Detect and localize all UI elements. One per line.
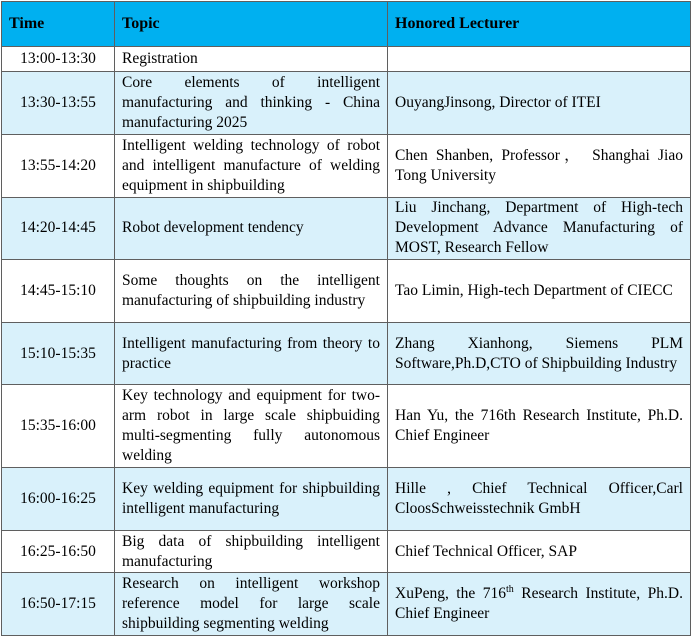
row-topic: Key welding equipment for shipbuilding intelligent manufacturing	[115, 468, 388, 531]
row-time: 16:25-16:50	[2, 530, 115, 572]
row-time: 15:10-15:35	[2, 322, 115, 385]
header-lecturer: Honored Lecturer	[388, 2, 691, 47]
row-topic: Research on intelligent workshop reference model for large scale shipbuilding segmenting welding	[115, 573, 388, 636]
row-lecturer: Hille , Chief Technical Officer,Carl CloosSchweisstechnik GmbH	[388, 468, 691, 531]
ordinal-suffix: th	[505, 583, 514, 595]
table-row	[2, 322, 691, 385]
table-row	[2, 530, 691, 572]
header-topic: Topic	[115, 2, 388, 47]
header-time: Time	[2, 2, 115, 47]
row-topic: Registration	[115, 47, 388, 72]
lecturer-text: XuPeng, the 716	[395, 585, 506, 603]
header-row	[2, 2, 691, 47]
row-topic: Intelligent welding technology of robot and intelligent manufacture of welding equipment in shipbuilding	[115, 134, 388, 197]
row-time: 13:55-14:20	[2, 134, 115, 197]
row-lecturer: OuyangJinsong, Director of ITEI	[388, 72, 691, 135]
row-topic: Intelligent manufacturing from theory to practice	[115, 322, 388, 385]
row-topic: Core elements of intelligent manufacturing and thinking - China manufacturing 2025	[115, 72, 388, 135]
row-lecturer: Tao Limin, High-tech Department of CIECC	[388, 260, 691, 323]
row-topic: Robot development tendency	[115, 197, 388, 260]
table-row	[2, 468, 691, 531]
row-lecturer	[388, 573, 691, 636]
lecturer-text: Research Institute, Ph.D. Chief Engineer	[395, 585, 683, 623]
row-lecturer: Han Yu, the 716th Research Institute, Ph.D. Chief Engineer	[388, 385, 691, 468]
table-row	[2, 573, 691, 636]
row-topic: Key technology and equipment for two-arm robot in large scale shipbuiding multi-segmenting fully autonomous welding	[115, 385, 388, 468]
table-row	[2, 134, 691, 197]
row-topic: Some thoughts on the intelligent manufacturing of shipbuilding industry	[115, 260, 388, 323]
table-row	[2, 47, 691, 72]
table-row	[2, 260, 691, 323]
row-lecturer: Chief Technical Officer, SAP	[388, 530, 691, 572]
row-lecturer: Chen Shanben, Professor， Shanghai Jiao Tong University	[388, 134, 691, 197]
row-time: 16:00-16:25	[2, 468, 115, 531]
table-row	[2, 197, 691, 260]
row-lecturer: Liu Jinchang, Department of High-tech Development Advance Manufacturing of MOST, Research Fellow	[388, 197, 691, 260]
row-lecturer: Zhang Xianhong, Siemens PLM Software,Ph.D,CTO of Shipbuilding Industry	[388, 322, 691, 385]
row-time: 13:00-13:30	[2, 47, 115, 72]
row-time: 15:35-16:00	[2, 385, 115, 468]
table-row	[2, 385, 691, 468]
row-time: 14:20-14:45	[2, 197, 115, 260]
row-lecturer	[388, 47, 691, 72]
row-topic: Big data of shipbuilding intelligent manufacturing	[115, 530, 388, 572]
schedule-table	[1, 1, 691, 636]
row-time: 16:50-17:15	[2, 573, 115, 636]
table-row	[2, 72, 691, 135]
row-time: 14:45-15:10	[2, 260, 115, 323]
row-time: 13:30-13:55	[2, 72, 115, 135]
